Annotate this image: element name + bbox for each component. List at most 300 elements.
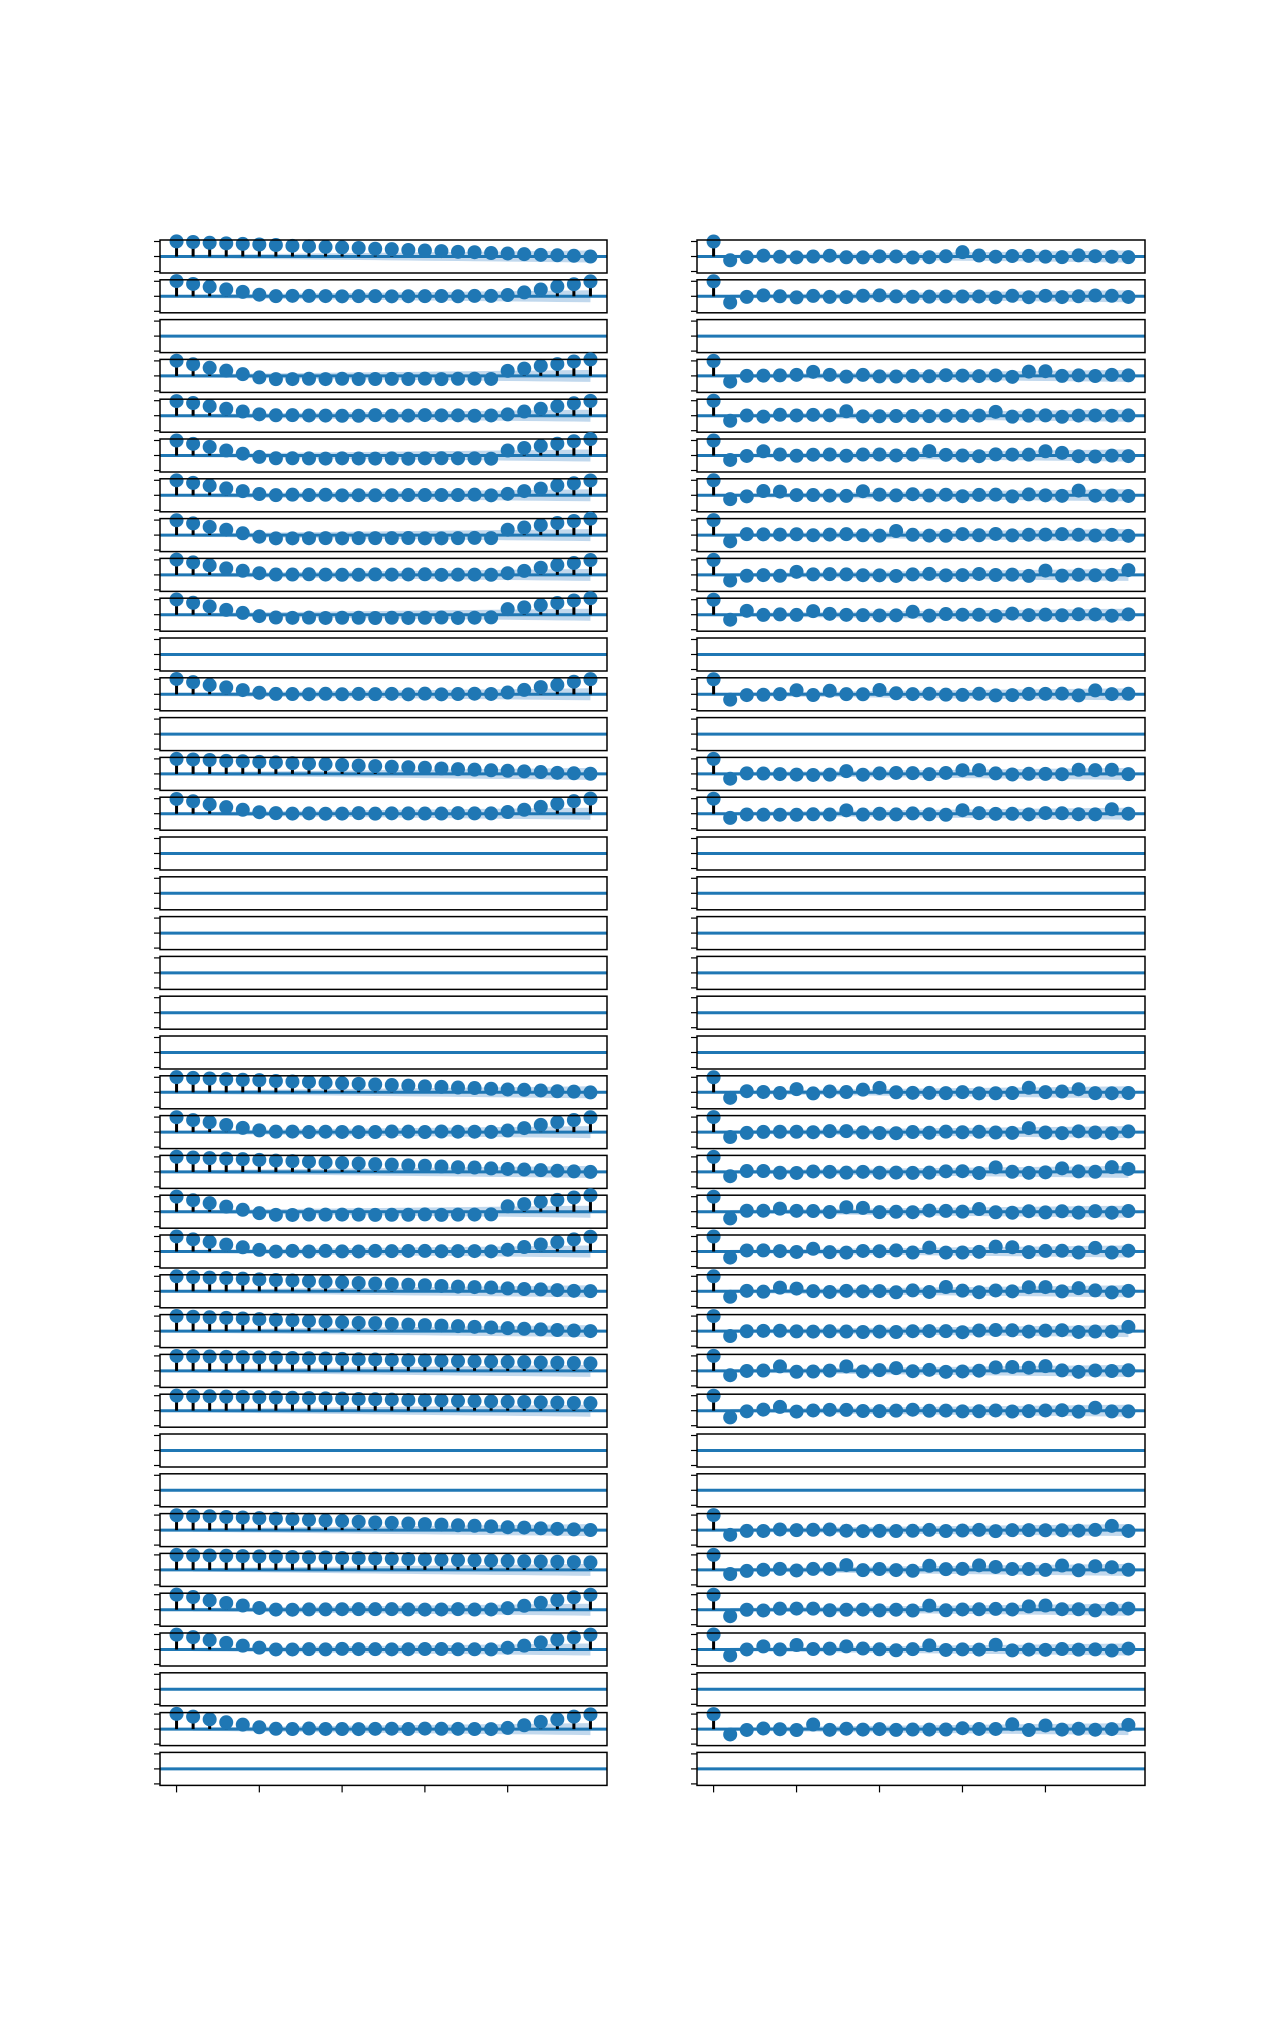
stem-marker: [823, 1403, 837, 1417]
stem-marker: [1005, 1206, 1019, 1220]
stem-marker: [219, 402, 233, 416]
stem-marker: [823, 1285, 837, 1299]
stem-marker: [252, 609, 266, 623]
stem-marker: [1121, 529, 1135, 543]
stem-marker: [823, 567, 837, 581]
stem-marker: [468, 1394, 482, 1408]
stem-marker: [451, 1319, 465, 1333]
stem-marker: [203, 1196, 217, 1210]
stem-marker: [823, 607, 837, 621]
stem-marker: [1038, 608, 1052, 622]
stem-marker: [484, 246, 498, 260]
stem-marker: [806, 1562, 820, 1576]
stem-marker: [319, 611, 333, 625]
stem-marker: [1005, 249, 1019, 263]
stem-marker: [922, 1241, 936, 1255]
stem-marker: [302, 1550, 316, 1564]
stem-marker: [170, 1707, 184, 1721]
stem-marker: [335, 568, 349, 582]
stem-marker: [368, 488, 382, 502]
stem-marker: [856, 368, 870, 382]
stem-marker: [434, 289, 448, 303]
stem-marker: [889, 409, 903, 423]
stem-marker: [219, 481, 233, 495]
stem-marker: [583, 1230, 597, 1244]
stem-marker: [873, 369, 887, 383]
stem-marker: [723, 1727, 737, 1741]
stem-marker: [939, 409, 953, 423]
stem-marker: [823, 1165, 837, 1179]
stem-marker: [252, 370, 266, 384]
stem-marker: [302, 1351, 316, 1365]
stem-marker: [418, 1642, 432, 1656]
stem-marker: [873, 1363, 887, 1377]
stem-marker: [856, 768, 870, 782]
stem-marker: [186, 235, 200, 249]
stem-marker: [385, 1244, 399, 1258]
stem-marker: [1072, 807, 1086, 821]
stem-marker: [434, 244, 448, 258]
stem-marker: [434, 1518, 448, 1532]
stem-marker: [567, 794, 581, 808]
stem-marker: [756, 1524, 770, 1538]
stem-marker: [534, 1555, 548, 1569]
stem-marker: [236, 447, 250, 461]
stem-marker: [567, 593, 581, 607]
stem-marker: [335, 807, 349, 821]
stem-marker: [856, 250, 870, 264]
stem-marker: [368, 531, 382, 545]
stem-marker: [740, 1603, 754, 1617]
stem-marker: [707, 1309, 721, 1323]
stem-marker: [203, 236, 217, 250]
stem-marker: [484, 1207, 498, 1221]
stem-marker: [906, 605, 920, 619]
stem-marker: [352, 759, 366, 773]
stem-marker: [989, 527, 1003, 541]
stem-marker: [1038, 289, 1052, 303]
stem-marker: [1072, 289, 1086, 303]
stem-marker: [939, 1164, 953, 1178]
stem-marker: [269, 1245, 283, 1259]
stem-marker: [1088, 1204, 1102, 1218]
stem-marker: [583, 1396, 597, 1410]
stem-marker: [186, 752, 200, 766]
stem-marker: [889, 1603, 903, 1617]
stem-marker: [906, 687, 920, 701]
stem-marker: [756, 1639, 770, 1653]
stem-marker: [484, 1082, 498, 1096]
stem-marker: [922, 1638, 936, 1652]
stem-marker: [790, 1365, 804, 1379]
stem-marker: [534, 1195, 548, 1209]
stem-marker: [550, 248, 564, 262]
stem-marker: [707, 434, 721, 448]
stem-marker: [873, 766, 887, 780]
stem-marker: [418, 1517, 432, 1531]
stem-marker: [285, 1244, 299, 1258]
stem-marker: [534, 439, 548, 453]
stem-marker: [1005, 807, 1019, 821]
stem-marker: [550, 1164, 564, 1178]
stem-marker: [468, 488, 482, 502]
stem-marker: [806, 1365, 820, 1379]
stem-marker: [335, 1275, 349, 1289]
stem-marker: [922, 1523, 936, 1537]
stem-marker: [922, 687, 936, 701]
stem-marker: [285, 1313, 299, 1327]
stem-marker: [368, 687, 382, 701]
stem-marker: [583, 1356, 597, 1370]
stem-marker: [1105, 1560, 1119, 1574]
stem-marker: [756, 608, 770, 622]
stem-marker: [906, 1564, 920, 1578]
stem-marker: [922, 290, 936, 304]
stem-marker: [451, 1280, 465, 1294]
stem-marker: [972, 1285, 986, 1299]
stem-marker: [1105, 1206, 1119, 1220]
stem-marker: [806, 1125, 820, 1139]
stem-marker: [756, 1125, 770, 1139]
stem-marker: [1005, 410, 1019, 424]
stem-marker: [385, 687, 399, 701]
stem-marker: [806, 567, 820, 581]
stem-marker: [269, 408, 283, 422]
stem-marker: [740, 1084, 754, 1098]
stem-marker: [203, 361, 217, 375]
stem-marker: [517, 1599, 531, 1613]
stem-marker: [1121, 607, 1135, 621]
stem-marker: [1072, 1722, 1086, 1736]
stem-marker: [335, 451, 349, 465]
stem-marker: [740, 604, 754, 618]
stem-marker: [484, 1519, 498, 1533]
stem-marker: [319, 1722, 333, 1736]
stem-marker: [517, 1395, 531, 1409]
stem-marker: [335, 531, 349, 545]
stem-marker: [839, 1124, 853, 1138]
stem-marker: [972, 289, 986, 303]
stem-marker: [368, 1244, 382, 1258]
stem-marker: [989, 447, 1003, 461]
stem-marker: [418, 687, 432, 701]
stem-marker: [889, 488, 903, 502]
stem-marker: [1005, 528, 1019, 542]
stem-marker: [418, 451, 432, 465]
stem-marker: [1088, 529, 1102, 543]
stem-marker: [823, 1603, 837, 1617]
stem-marker: [1022, 249, 1036, 263]
stem-marker: [972, 528, 986, 542]
stem-marker: [1105, 289, 1119, 303]
stem-marker: [170, 553, 184, 567]
stem-marker: [906, 1403, 920, 1417]
stem-marker: [368, 1515, 382, 1529]
stem-marker: [723, 492, 737, 506]
stem-marker: [567, 1164, 581, 1178]
stem-marker: [203, 753, 217, 767]
stem-marker: [1105, 763, 1119, 777]
stem-marker: [385, 760, 399, 774]
stem-marker: [186, 1509, 200, 1523]
stem-marker: [434, 1642, 448, 1656]
stem-marker: [236, 285, 250, 299]
stem-marker: [873, 1562, 887, 1576]
stem-marker: [1038, 1359, 1052, 1373]
stem-marker: [707, 1070, 721, 1084]
stem-marker: [922, 1204, 936, 1218]
stem-marker: [236, 484, 250, 498]
stem-marker: [839, 803, 853, 817]
stem-marker: [534, 561, 548, 575]
stem-marker: [906, 1524, 920, 1538]
stem-marker: [252, 487, 266, 501]
stem-marker: [434, 687, 448, 701]
stem-marker: [955, 290, 969, 304]
stem-marker: [418, 1393, 432, 1407]
stem-marker: [1005, 448, 1019, 462]
stem-marker: [1022, 409, 1036, 423]
stem-marker: [856, 1404, 870, 1418]
stem-marker: [385, 1078, 399, 1092]
stem-marker: [385, 568, 399, 582]
stem-marker: [989, 1126, 1003, 1140]
stem-marker: [707, 1349, 721, 1363]
stem-marker: [385, 242, 399, 256]
stem-marker: [756, 1285, 770, 1299]
stem-marker: [1105, 489, 1119, 503]
stem-marker: [740, 250, 754, 264]
stem-marker: [989, 405, 1003, 419]
stem-marker: [170, 1389, 184, 1403]
stem-marker: [1088, 763, 1102, 777]
stem-marker: [773, 368, 787, 382]
stem-marker: [434, 1080, 448, 1094]
stem-marker: [906, 1246, 920, 1260]
stem-marker: [856, 1083, 870, 1097]
stem-marker: [723, 1290, 737, 1304]
stem-marker: [501, 1321, 515, 1335]
stem-marker: [352, 806, 366, 820]
stem-marker: [1038, 408, 1052, 422]
stem-marker: [186, 1270, 200, 1284]
stem-marker: [567, 766, 581, 780]
stem-marker: [856, 1723, 870, 1737]
stem-marker: [989, 250, 1003, 264]
stem-marker: [186, 1710, 200, 1724]
stem-marker: [418, 1125, 432, 1139]
stem-marker: [823, 1723, 837, 1737]
stem-marker: [939, 529, 953, 543]
stem-marker: [269, 1722, 283, 1736]
stem-marker: [889, 1325, 903, 1339]
stem-marker: [955, 409, 969, 423]
stem-marker: [319, 1244, 333, 1258]
stem-marker: [773, 250, 787, 264]
stem-marker: [186, 1548, 200, 1562]
stem-marker: [856, 1284, 870, 1298]
stem-marker: [319, 372, 333, 386]
stem-marker: [955, 1284, 969, 1298]
stem-marker: [806, 289, 820, 303]
stem-marker: [534, 1322, 548, 1336]
stem-marker: [385, 1158, 399, 1172]
stem-marker: [567, 1396, 581, 1410]
stem-marker: [790, 488, 804, 502]
stem-marker: [170, 1229, 184, 1243]
stem-marker: [790, 768, 804, 782]
stem-marker: [550, 399, 564, 413]
stem-marker: [1055, 569, 1069, 583]
stem-marker: [889, 1126, 903, 1140]
stem-marker: [170, 1110, 184, 1124]
stem-marker: [939, 368, 953, 382]
stem-marker: [252, 805, 266, 819]
stem-marker: [468, 1280, 482, 1294]
stem-marker: [236, 1152, 250, 1166]
stem-marker: [468, 1602, 482, 1616]
stem-marker: [1055, 1559, 1069, 1573]
stem-marker: [401, 1722, 415, 1736]
stem-marker: [550, 558, 564, 572]
stem-marker: [856, 1325, 870, 1339]
stem-marker: [269, 611, 283, 625]
stem-marker: [1005, 1323, 1019, 1337]
stem-marker: [302, 1274, 316, 1288]
stem-marker: [484, 1642, 498, 1656]
stem-marker: [972, 1086, 986, 1100]
stem-marker: [285, 1603, 299, 1617]
stem-marker: [335, 1642, 349, 1656]
stem-marker: [170, 433, 184, 447]
stem-marker: [1022, 1280, 1036, 1294]
stem-marker: [269, 451, 283, 465]
stem-marker: [170, 592, 184, 606]
stem-marker: [790, 1282, 804, 1296]
stem-marker: [790, 808, 804, 822]
stem-marker: [756, 410, 770, 424]
stem-marker: [839, 1359, 853, 1373]
stem-marker: [1121, 1204, 1135, 1218]
stem-marker: [1055, 608, 1069, 622]
stem-marker: [501, 288, 515, 302]
stem-marker: [806, 688, 820, 702]
stem-marker: [922, 369, 936, 383]
stem-marker: [790, 1563, 804, 1577]
stem-marker: [873, 1081, 887, 1095]
stem-marker: [1055, 527, 1069, 541]
stem-marker: [1005, 1086, 1019, 1100]
stem-marker: [203, 1548, 217, 1562]
stem-marker: [1088, 1125, 1102, 1139]
stem-marker: [434, 1160, 448, 1174]
stem-marker: [583, 1628, 597, 1642]
stem-marker: [1055, 1403, 1069, 1417]
stem-marker: [434, 1319, 448, 1333]
stem-marker: [285, 451, 299, 465]
stem-marker: [873, 807, 887, 821]
stem-marker: [352, 531, 366, 545]
stem-marker: [468, 687, 482, 701]
stem-marker: [790, 408, 804, 422]
stem-marker: [906, 290, 920, 304]
stem-marker: [567, 354, 581, 368]
stem-marker: [1038, 1165, 1052, 1179]
stem-marker: [285, 239, 299, 253]
stem-marker: [922, 1285, 936, 1299]
stem-marker: [707, 1508, 721, 1522]
stem-marker: [352, 1276, 366, 1290]
stem-marker: [501, 1641, 515, 1655]
stem-marker: [773, 808, 787, 822]
stem-marker: [1088, 249, 1102, 263]
stem-marker: [773, 1202, 787, 1216]
stem-marker: [550, 1555, 564, 1569]
stem-marker: [1055, 489, 1069, 503]
stem-marker: [955, 1164, 969, 1178]
stem-marker: [756, 527, 770, 541]
stem-marker: [567, 1284, 581, 1298]
stem-marker: [889, 1404, 903, 1418]
stem-marker: [170, 1588, 184, 1602]
stem-marker: [723, 1609, 737, 1623]
stem-marker: [418, 1353, 432, 1367]
stem-marker: [839, 1639, 853, 1653]
stem-marker: [517, 564, 531, 578]
stem-marker: [368, 1722, 382, 1736]
stem-marker: [1022, 528, 1036, 542]
stem-marker: [1105, 250, 1119, 264]
stem-marker: [501, 1601, 515, 1615]
stem-marker: [790, 527, 804, 541]
stem-marker: [756, 568, 770, 582]
stem-marker: [906, 1604, 920, 1618]
stem-marker: [740, 1564, 754, 1578]
stem-marker: [939, 1723, 953, 1737]
stem-marker: [939, 1086, 953, 1100]
stem-marker: [955, 489, 969, 503]
stem-marker: [922, 1723, 936, 1737]
stem-marker: [534, 1356, 548, 1370]
stem-marker: [484, 1320, 498, 1334]
stem-marker: [285, 408, 299, 422]
stem-marker: [269, 806, 283, 820]
stem-marker: [1072, 1124, 1086, 1138]
stem-marker: [922, 609, 936, 623]
stem-marker: [989, 1283, 1003, 1297]
stem-marker: [873, 448, 887, 462]
stem-marker: [839, 567, 853, 581]
stem-marker: [186, 1590, 200, 1604]
stem-marker: [517, 1639, 531, 1653]
stem-marker: [517, 285, 531, 299]
stem-marker: [806, 1164, 820, 1178]
stem-marker: [583, 1284, 597, 1298]
stem-marker: [1038, 1403, 1052, 1417]
stem-marker: [823, 1364, 837, 1378]
stem-marker: [285, 1642, 299, 1656]
stem-marker: [534, 1395, 548, 1409]
stem-marker: [401, 452, 415, 466]
stem-marker: [451, 568, 465, 582]
stem-marker: [567, 514, 581, 528]
stem-marker: [740, 1204, 754, 1218]
stem-marker: [889, 1205, 903, 1219]
stem-marker: [1072, 484, 1086, 498]
stem-marker: [889, 686, 903, 700]
stem-marker: [707, 354, 721, 368]
stem-marker: [352, 289, 366, 303]
